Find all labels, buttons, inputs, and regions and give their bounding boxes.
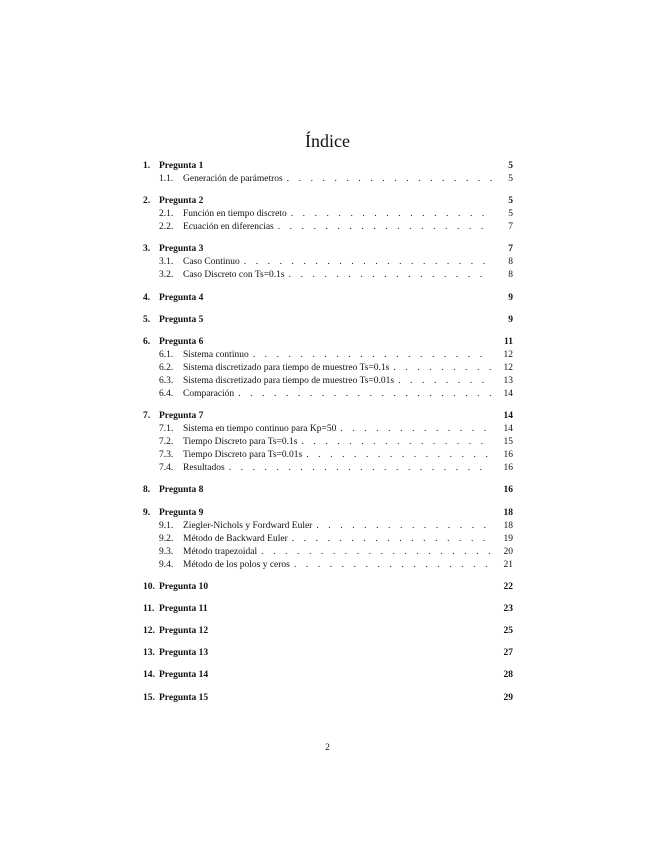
- toc-section-title: Pregunta 2: [159, 196, 204, 207]
- page-title: Índice: [305, 131, 350, 151]
- toc-subsection-title: Caso Discreto con Ts=0.1s: [183, 270, 285, 281]
- toc-section-title: Pregunta 11: [159, 603, 208, 614]
- toc-section-entry[interactable]: [143, 292, 513, 305]
- toc-subsection-entry[interactable]: [143, 449, 513, 462]
- toc-subsection-entry[interactable]: [143, 208, 513, 221]
- toc-section-entry[interactable]: [143, 669, 513, 682]
- toc-section-entry[interactable]: [143, 647, 513, 660]
- dot-leader: [289, 269, 492, 282]
- toc-section: [143, 195, 513, 234]
- toc-subsection-entry[interactable]: [143, 221, 513, 234]
- toc-section-number: 5.: [143, 314, 151, 325]
- toc-section-number: 7.: [143, 411, 151, 422]
- toc-section-entry[interactable]: [143, 625, 513, 638]
- toc-section-number: 15.: [143, 692, 155, 703]
- toc-subsection-entry[interactable]: [143, 269, 513, 282]
- dot-leader: [261, 546, 492, 559]
- dot-leader: [238, 388, 492, 401]
- dot-leader: [294, 559, 492, 572]
- toc-subsection-entry[interactable]: [143, 546, 513, 559]
- toc-section-number: 2.: [143, 196, 151, 207]
- toc-section-page: 18: [503, 507, 513, 518]
- toc-section: [143, 647, 513, 660]
- toc-section: [143, 314, 513, 327]
- toc-section-entry[interactable]: [143, 692, 513, 705]
- toc-subsection-page: 12: [503, 349, 513, 360]
- table-of-contents: [143, 160, 513, 714]
- toc-section-title: Pregunta 7: [159, 411, 204, 422]
- toc-subsection-page: 14: [503, 424, 513, 435]
- toc-subsection-entry[interactable]: [143, 520, 513, 533]
- toc-section-page: 16: [503, 485, 513, 496]
- toc-section-number: 11.: [143, 603, 155, 614]
- toc-section-title: Pregunta 10: [159, 581, 209, 592]
- toc-subsection-page: 14: [503, 388, 513, 399]
- dot-leader: [292, 533, 492, 546]
- toc-subsection-title: Generación de parámetros: [183, 174, 283, 184]
- toc-section-page: 9: [508, 292, 513, 303]
- toc-section-page: 5: [508, 196, 513, 207]
- toc-section-number: 14.: [143, 670, 155, 681]
- dot-leader: [340, 423, 492, 436]
- toc-subsection-title: Sistema en tiempo continuo para Kp=50: [183, 424, 337, 435]
- toc-subsection-entry[interactable]: [143, 462, 513, 475]
- toc-section-title: Pregunta 8: [159, 485, 204, 496]
- toc-subsection-title: Ecuación en diferencias: [183, 222, 274, 233]
- toc-section-page: 22: [503, 581, 513, 592]
- toc-section: [143, 669, 513, 682]
- toc-section-title: Pregunta 5: [159, 314, 204, 325]
- toc-subsection-page: 5: [508, 209, 513, 220]
- toc-subsection-number: 9.4.: [159, 559, 174, 570]
- toc-section-title: Pregunta 15: [159, 692, 209, 703]
- toc-subsection-number: 9.2.: [159, 533, 174, 544]
- toc-section-page: 23: [503, 603, 513, 614]
- toc-subsection-title: Método de Backward Euler: [183, 533, 288, 544]
- toc-subsection-title: Tiempo Discreto para Ts=0.1s: [183, 437, 298, 448]
- toc-subsection-entry[interactable]: [143, 388, 513, 401]
- toc-section: [143, 603, 513, 616]
- toc-section: [143, 292, 513, 305]
- toc-section-entry[interactable]: [143, 336, 513, 349]
- toc-subsection-entry[interactable]: [143, 349, 513, 362]
- page-number: 2: [325, 743, 330, 753]
- toc-section: [143, 160, 513, 186]
- toc-section-page: 29: [503, 692, 513, 703]
- toc-subsection-title: Sistema continuo: [183, 349, 249, 360]
- toc-section-entry[interactable]: [143, 603, 513, 616]
- toc-section-number: 9.: [143, 507, 151, 518]
- toc-section-entry[interactable]: [143, 507, 513, 520]
- toc-subsection-page: 8: [508, 270, 513, 281]
- toc-section-page: 7: [508, 244, 513, 255]
- toc-subsection-number: 2.2.: [159, 222, 174, 233]
- dot-leader: [306, 449, 492, 462]
- toc-subsection-entry[interactable]: [143, 256, 513, 269]
- dot-leader: [393, 362, 492, 375]
- dot-leader: [278, 221, 492, 234]
- toc-section-number: 12.: [143, 626, 155, 637]
- toc-section-page: 5: [508, 161, 513, 171]
- toc-section-title: Pregunta 6: [159, 336, 204, 347]
- toc-section-title: Pregunta 9: [159, 507, 204, 518]
- toc-subsection-entry[interactable]: [143, 533, 513, 546]
- toc-subsection-number: 7.3.: [159, 450, 174, 461]
- toc-subsection-number: 7.2.: [159, 437, 174, 448]
- toc-subsection-title: Método trapezoidal: [183, 546, 258, 557]
- toc-section-entry[interactable]: [143, 195, 513, 208]
- toc-subsection-title: Función en tiempo discreto: [183, 209, 287, 220]
- toc-section-title: Pregunta 13: [159, 648, 209, 659]
- toc-section-page: 14: [503, 411, 513, 422]
- toc-section: [143, 484, 513, 497]
- dot-leader: [301, 436, 492, 449]
- toc-section-page: 27: [503, 648, 513, 659]
- toc-section-number: 3.: [143, 244, 151, 255]
- dot-leader: [229, 462, 492, 475]
- toc-subsection-page: 15: [503, 437, 513, 448]
- toc-subsection-entry[interactable]: [143, 423, 513, 436]
- toc-subsection-page: 16: [503, 463, 513, 474]
- toc-subsection-title: Comparación: [183, 388, 235, 399]
- toc-subsection-page: 7: [508, 222, 513, 233]
- toc-section-entry[interactable]: [143, 314, 513, 327]
- toc-section-number: 13.: [143, 648, 155, 659]
- dot-leader: [316, 520, 492, 533]
- toc-subsection-number: 6.3.: [159, 375, 174, 386]
- toc-section-entry[interactable]: [143, 160, 513, 173]
- toc-section-page: 9: [508, 314, 513, 325]
- toc-section: [143, 625, 513, 638]
- toc-section: [143, 581, 513, 594]
- toc-section-number: 8.: [143, 485, 151, 496]
- dot-leader: [398, 375, 492, 388]
- toc-subsection-number: 7.4.: [159, 463, 174, 474]
- toc-section-entry[interactable]: [143, 410, 513, 423]
- toc-section-title: Pregunta 1: [159, 161, 204, 171]
- toc-subsection-title: Método de los polos y ceros: [183, 559, 290, 570]
- toc-subsection-page: 21: [503, 559, 513, 570]
- toc-subsection-entry[interactable]: [143, 375, 513, 388]
- toc-subsection-number: 2.1.: [159, 209, 174, 220]
- toc-subsection-page: 5: [508, 174, 513, 184]
- toc-section-entry[interactable]: [143, 243, 513, 256]
- toc-section: [143, 507, 513, 572]
- dot-leader: [253, 349, 492, 362]
- toc-subsection-entry[interactable]: [143, 559, 513, 572]
- toc-section-number: 10.: [143, 581, 155, 592]
- dot-leader: [287, 173, 492, 186]
- toc-subsection-number: 9.3.: [159, 546, 174, 557]
- toc-subsection-number: 9.1.: [159, 520, 174, 531]
- toc-subsection-title: Sistema discretizado para tiempo de muestreo Ts=0.01s: [183, 375, 395, 386]
- toc-subsection-title: Sistema discretizado para tiempo de muestreo Ts=0.1s: [183, 362, 390, 373]
- toc-subsection-page: 18: [503, 520, 513, 531]
- toc-subsection-title: Caso Continuo: [183, 257, 240, 268]
- toc-section-number: 4.: [143, 292, 151, 303]
- toc-subsection-number: 1.1.: [159, 174, 174, 184]
- toc-section: [143, 336, 513, 401]
- toc-section-number: 6.: [143, 336, 151, 347]
- toc-subsection-entry[interactable]: [143, 436, 513, 449]
- toc-subsection-title: Resultados: [183, 463, 225, 474]
- toc-section-entry[interactable]: [143, 484, 513, 497]
- toc-section-title: Pregunta 12: [159, 626, 209, 637]
- toc-section-title: Pregunta 3: [159, 244, 204, 255]
- toc-section-page: 11: [504, 336, 513, 347]
- toc-section-entry[interactable]: [143, 581, 513, 594]
- toc-subsection-page: 8: [508, 257, 513, 268]
- toc-subsection-number: 3.2.: [159, 270, 174, 281]
- toc-section: [143, 410, 513, 475]
- toc-subsection-number: 3.1.: [159, 257, 174, 268]
- toc-subsection-number: 6.2.: [159, 362, 174, 373]
- toc-subsection-page: 12: [503, 362, 513, 373]
- toc-section-page: 25: [503, 626, 513, 637]
- toc-subsection-title: Tiempo Discreto para Ts=0.01s: [183, 450, 303, 461]
- toc-section: [143, 692, 513, 705]
- toc-subsection-entry[interactable]: [143, 362, 513, 375]
- toc-section: [143, 243, 513, 282]
- toc-subsection-number: 7.1.: [159, 424, 174, 435]
- toc-subsection-entry[interactable]: [143, 173, 513, 186]
- toc-section-title: Pregunta 14: [159, 670, 209, 681]
- dot-leader: [244, 256, 492, 269]
- toc-section-title: Pregunta 4: [159, 292, 204, 303]
- toc-subsection-page: 20: [503, 546, 513, 557]
- dot-leader: [291, 208, 492, 221]
- toc-subsection-number: 6.4.: [159, 388, 174, 399]
- toc-subsection-title: Ziegler-Nichols y Fordward Euler: [183, 520, 313, 531]
- toc-subsection-page: 13: [503, 375, 513, 386]
- toc-section-page: 28: [503, 670, 513, 681]
- toc-subsection-page: 16: [503, 450, 513, 461]
- toc-section-number: 1.: [143, 161, 151, 171]
- toc-subsection-number: 6.1.: [159, 349, 174, 360]
- toc-subsection-page: 19: [503, 533, 513, 544]
